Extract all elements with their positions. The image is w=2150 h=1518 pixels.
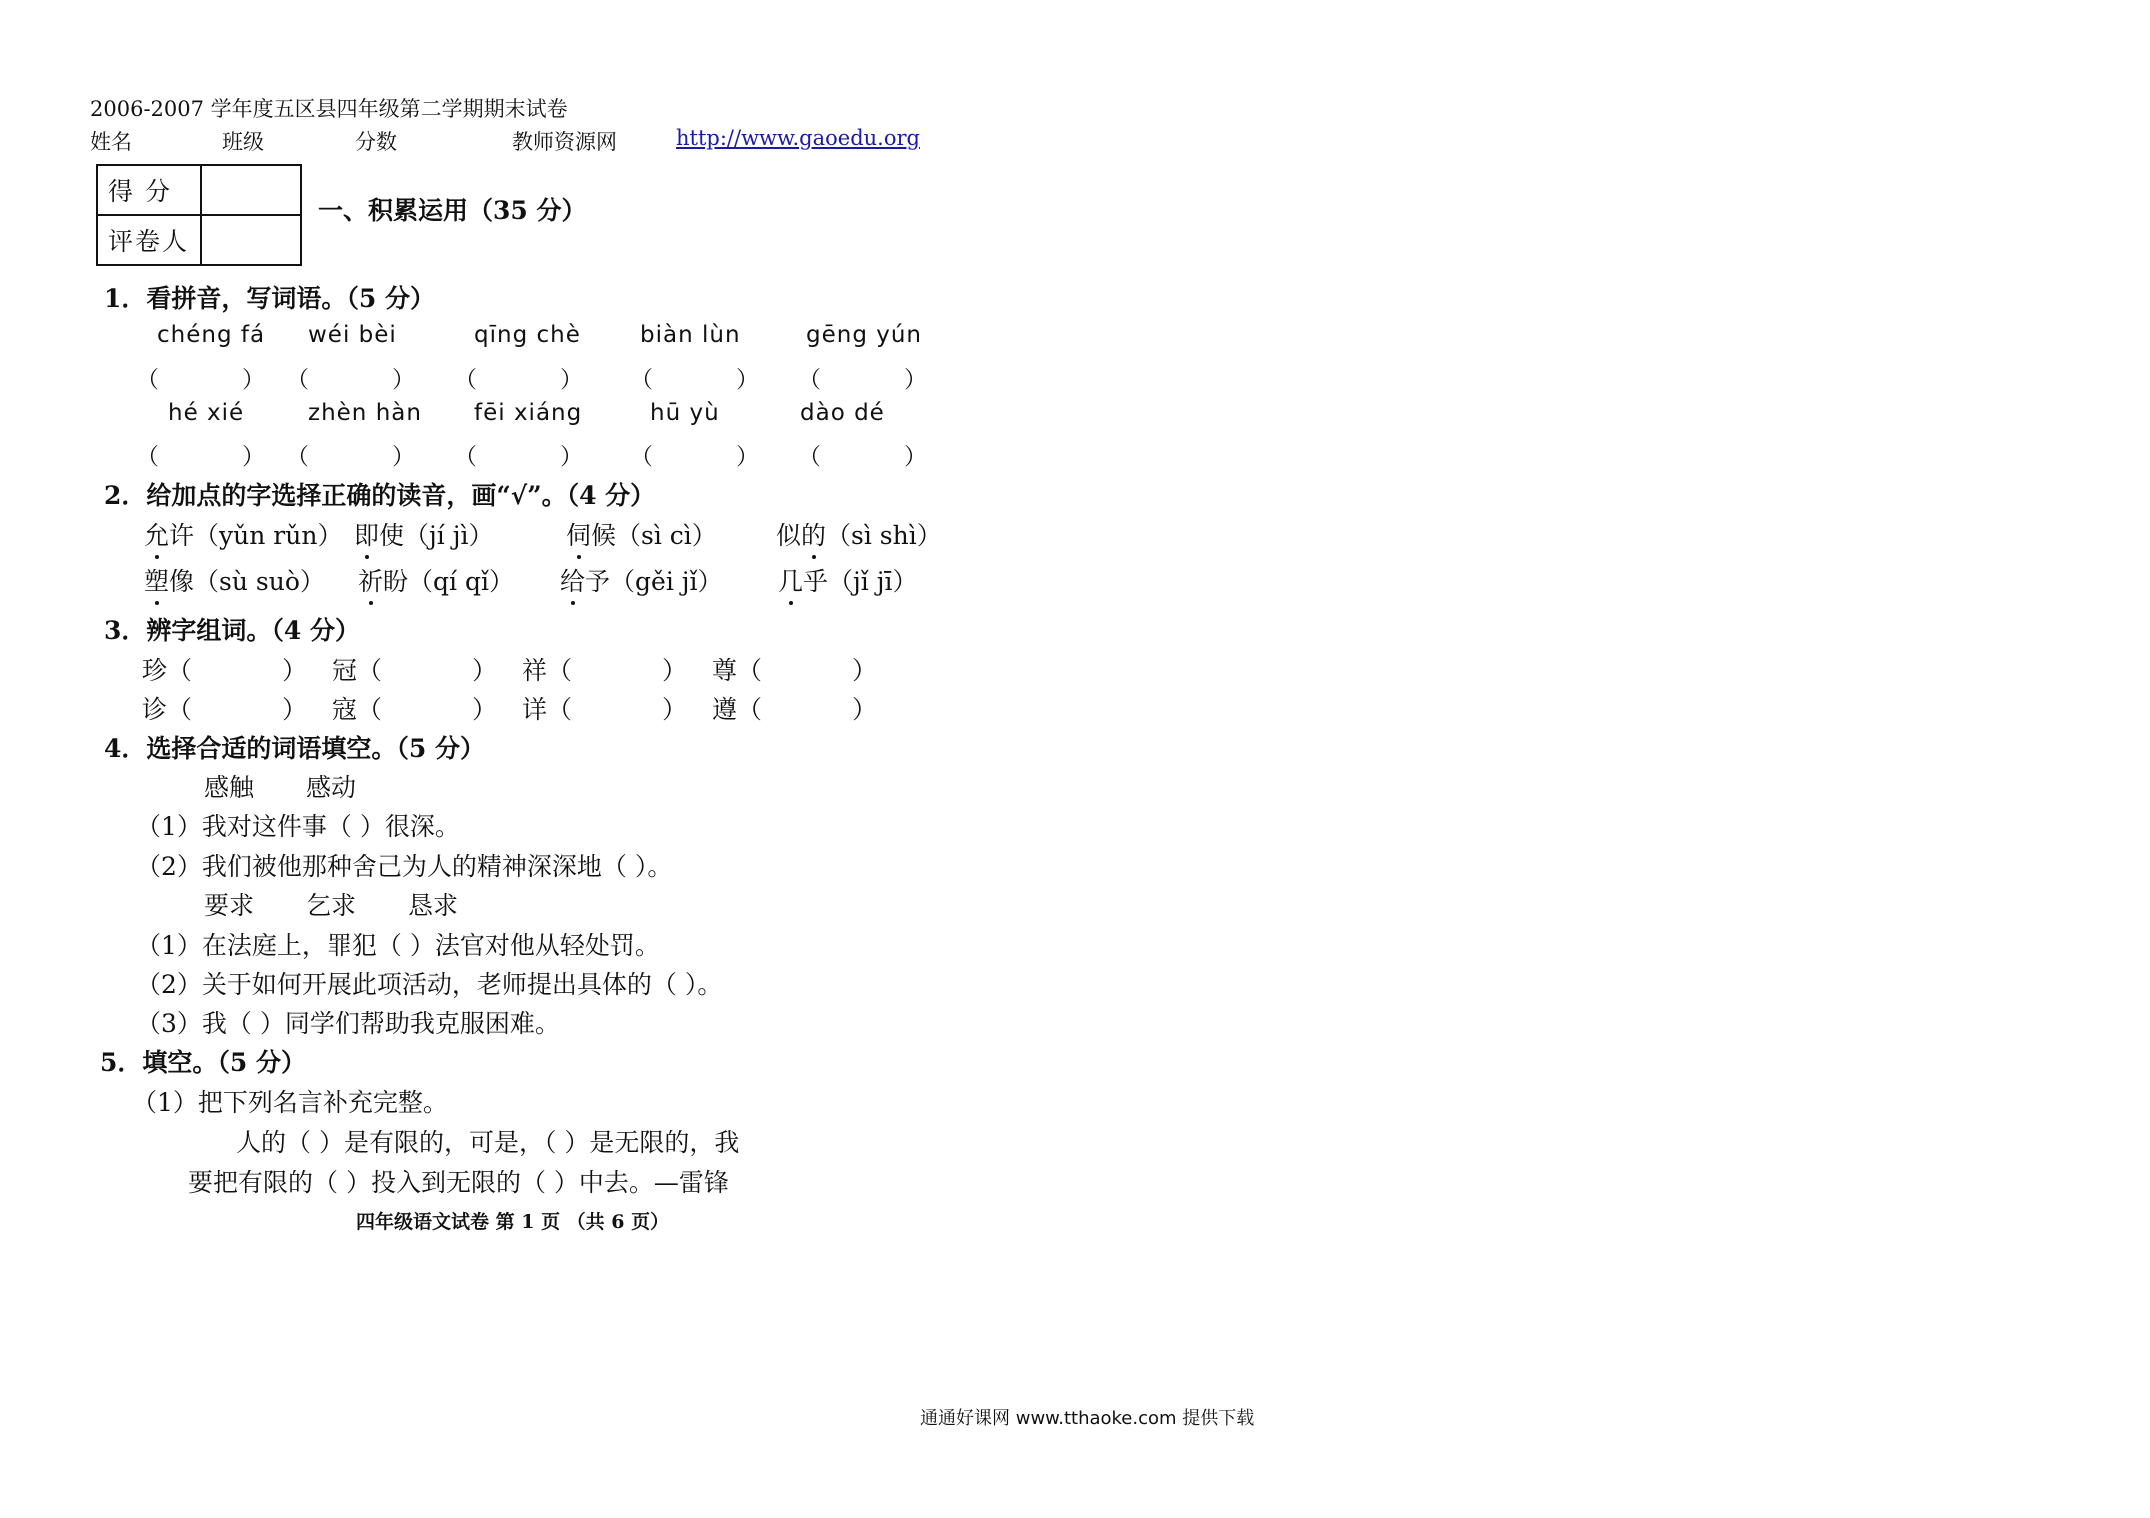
word-group: 冠（	[332, 656, 383, 685]
reading-options: 盼（qí qǐ）	[383, 567, 514, 596]
word-group-close: ）	[662, 695, 688, 724]
dotted-char: 塑	[144, 562, 169, 598]
reading-item	[778, 562, 917, 598]
question-2-title: 2．给加点的字选择正确的读音，画“√”。（4 分）	[104, 481, 656, 510]
section-title: 一、积累运用（35 分）	[318, 196, 587, 225]
answer-paren-close: ）	[560, 367, 583, 393]
quote-line: 要把有限的（ ）投入到无限的（ ）中去。—雷锋	[188, 1168, 729, 1197]
fill-item: （1）在法庭上，罪犯（ ）法官对他从轻处罚。	[136, 931, 660, 960]
reading-options: 乎（jǐ jī）	[803, 567, 918, 596]
name-label: 姓名	[90, 130, 132, 154]
word-group: 遵（	[712, 695, 763, 724]
answer-paren-close: ）	[392, 367, 415, 393]
word-choice: 感动	[306, 773, 357, 802]
answer-paren-open: （	[798, 367, 821, 393]
pinyin: wéi bèi	[308, 322, 397, 348]
question-5-title: 5．填空。（5 分）	[100, 1048, 306, 1077]
class-label: 班级	[222, 130, 264, 154]
answer-paren-close: ）	[736, 367, 759, 393]
reading-options: 予（gěi jǐ）	[585, 567, 723, 596]
answer-paren-close: ）	[904, 444, 927, 470]
dotted-char: 祈	[358, 562, 383, 598]
resource-label: 教师资源网	[512, 130, 617, 154]
word-group-close: ）	[662, 656, 688, 685]
dotted-char: 伺	[566, 516, 591, 552]
reading-options: 像（sù suò）	[169, 567, 325, 596]
answer-paren-open: （	[136, 367, 159, 393]
answer-paren-open: （	[630, 367, 653, 393]
pinyin: gēng yún	[806, 322, 923, 348]
reading-item	[358, 562, 514, 598]
reading-item	[776, 516, 942, 552]
word-group-close: ）	[472, 656, 498, 685]
download-credit: 通通好课网 www.tthaoke.com 提供下载	[920, 1408, 1255, 1429]
word-group-close: ）	[282, 656, 308, 685]
score-cell-label: 得 分	[97, 165, 201, 215]
answer-paren-close: ）	[392, 444, 415, 470]
reading-item	[144, 562, 325, 598]
grader-cell-blank	[201, 215, 301, 265]
word-group-close: ）	[282, 695, 308, 724]
answer-paren-close: ）	[904, 367, 927, 393]
answer-paren-close: ）	[736, 444, 759, 470]
reading-item	[354, 516, 493, 552]
grader-cell-label: 评卷人	[97, 215, 201, 265]
answer-paren-open: （	[798, 444, 821, 470]
word-choice: 恳求	[408, 891, 459, 920]
pinyin: dào dé	[800, 400, 885, 426]
answer-paren-open: （	[454, 444, 477, 470]
pinyin: qīng chè	[474, 322, 581, 348]
word-group: 尊（	[712, 656, 763, 685]
dotted-char: 允	[144, 516, 169, 552]
question-1-title: 1．看拼音，写词语。（5 分）	[104, 284, 435, 313]
word-choice: 乞求	[306, 891, 357, 920]
score-label: 分数	[355, 130, 397, 154]
page-footer: 四年级语文试卷 第 1 页 （共 6 页）	[356, 1211, 670, 1233]
answer-paren-open: （	[286, 444, 309, 470]
pinyin: hū yù	[650, 400, 720, 426]
fill-item: （2）关于如何开展此项活动，老师提出具体的（ ）。	[136, 970, 723, 999]
question-4-title: 4．选择合适的词语填空。（5 分）	[104, 734, 485, 763]
pinyin: fēi xiáng	[474, 400, 583, 426]
answer-paren-close: ）	[242, 367, 265, 393]
exam-title: 2006-2007 学年度五区县四年级第二学期期末试卷	[90, 97, 568, 121]
word-group: 诊（	[142, 695, 193, 724]
reading-item	[144, 516, 342, 552]
reading-prefix: 似	[776, 521, 802, 550]
word-group-close: ）	[472, 695, 498, 724]
answer-paren-close: ）	[560, 444, 583, 470]
word-group: 珍（	[142, 656, 193, 685]
answer-paren-open: （	[454, 367, 477, 393]
fill-item: （3）我（ ）同学们帮助我克服困难。	[136, 1009, 560, 1038]
answer-paren-open: （	[630, 444, 653, 470]
pinyin: hé xié	[168, 400, 245, 426]
fill-item: （2）我们被他那种舍己为人的精神深深地（ ）。	[136, 852, 673, 881]
word-group-close: ）	[852, 695, 878, 724]
pinyin: biàn lùn	[640, 322, 741, 348]
word-choice: 感触	[204, 773, 255, 802]
word-group: 详（	[522, 695, 573, 724]
answer-paren-open: （	[136, 444, 159, 470]
fill-item: （1）我对这件事（ ）很深。	[136, 812, 460, 841]
reading-item	[566, 516, 717, 552]
question-3-title: 3．辨字组词。（4 分）	[104, 616, 360, 645]
word-group: 寇（	[332, 695, 383, 724]
pinyin: chéng fá	[157, 322, 266, 348]
dotted-char: 给	[560, 562, 585, 598]
word-group-close: ）	[852, 656, 878, 685]
dotted-char: 的	[801, 516, 826, 552]
quote-line: 人的（ ）是有限的，可是，（ ）是无限的，我	[236, 1128, 740, 1157]
website-link[interactable]: http://www.gaoedu.org	[676, 126, 920, 150]
score-cell-blank	[201, 165, 301, 215]
dotted-char: 即	[354, 516, 379, 552]
reading-options: 候（sì cì）	[591, 521, 717, 550]
score-table	[96, 164, 302, 266]
pinyin: zhèn hàn	[308, 400, 422, 426]
reading-options: （sì shì）	[826, 521, 942, 550]
answer-paren-close: ）	[242, 444, 265, 470]
reading-options: 许（yǔn rǔn）	[169, 521, 343, 550]
reading-options: 使（jí jì）	[379, 521, 494, 550]
word-group: 祥（	[522, 656, 573, 685]
reading-item	[560, 562, 723, 598]
fill-subtitle: （1）把下列名言补充完整。	[132, 1088, 448, 1117]
word-choice: 要求	[204, 891, 255, 920]
answer-paren-open: （	[286, 367, 309, 393]
dotted-char: 几	[778, 562, 803, 598]
